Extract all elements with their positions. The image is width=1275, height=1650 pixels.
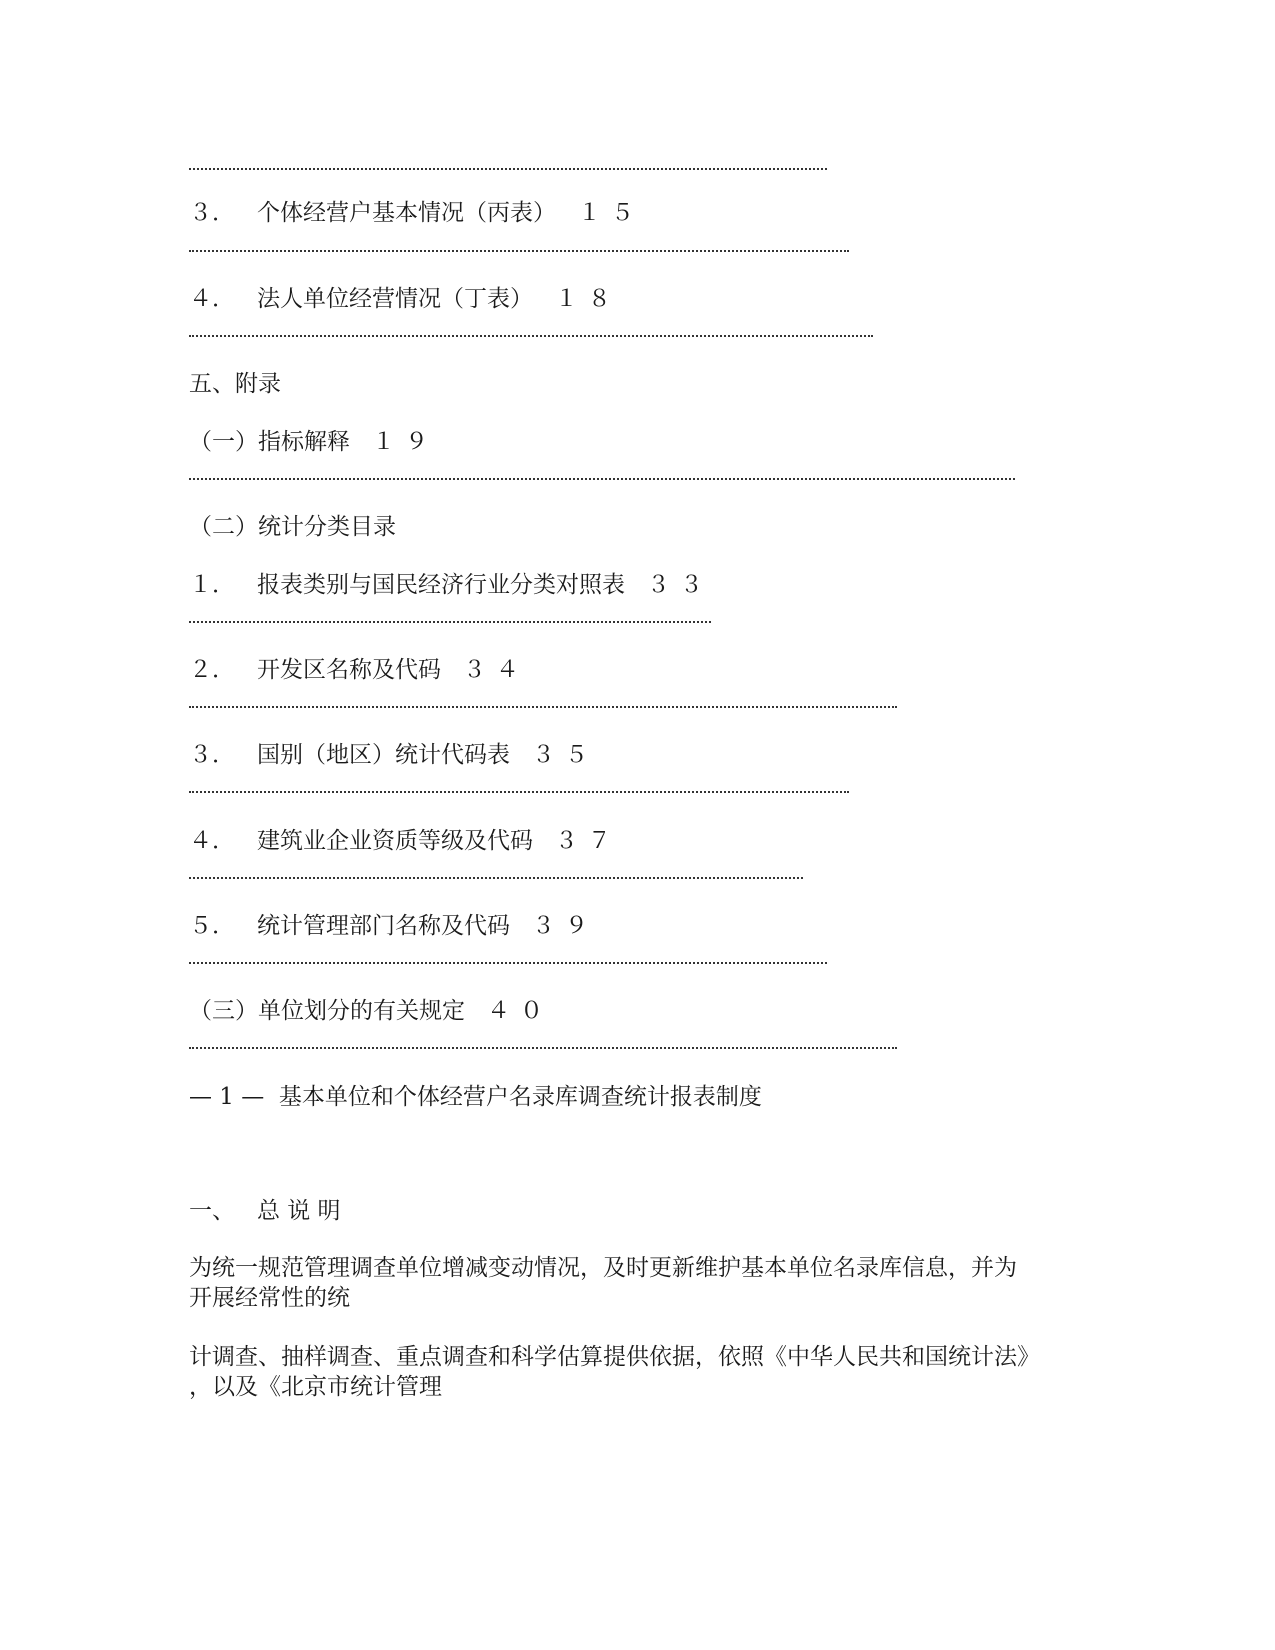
toc-entry[interactable] [189, 826, 621, 856]
dot-leader [189, 162, 827, 170]
dot-leader [189, 871, 803, 879]
toc-entry-number: ３． [189, 742, 235, 768]
toc-entry-title: 统计管理部门名称及代码 [256, 913, 510, 939]
toc-entry-title: 国别（地区）统计代码表 [256, 742, 510, 768]
toc-entry-page: ４０ [486, 998, 553, 1024]
toc-entry-page: ３４ [462, 657, 529, 683]
toc-entry[interactable] [189, 284, 621, 314]
toc-entry-page: ３３ [646, 572, 713, 598]
toc-entry-title: （三）单位划分的有关规定 [189, 998, 465, 1024]
toc-entry-number: ２． [189, 657, 235, 683]
toc-entry[interactable] [189, 996, 553, 1026]
dot-leader [189, 700, 897, 708]
section-title: 总 说 明 [256, 1198, 341, 1224]
body-paragraph-line: ，以及《北京市统计管理 [189, 1374, 442, 1400]
toc-entry-page: １９ [371, 429, 438, 455]
body-paragraph-line: 计调查、抽样调查、重点调查和科学估算提供依据，依照《中华人民共和国统计法》 [189, 1344, 1040, 1370]
toc-entry-number: ４． [189, 286, 235, 312]
dot-leader [189, 244, 849, 252]
dot-leader [189, 329, 873, 337]
toc-entry-number: １． [189, 572, 235, 598]
toc-entry-page: １５ [577, 200, 644, 226]
toc-entry-number: ４． [189, 828, 235, 854]
dot-leader [189, 1041, 897, 1049]
toc-entry[interactable] [189, 911, 598, 941]
toc-entry-page: １８ [554, 286, 621, 312]
dot-leader [189, 472, 1015, 480]
toc-entry-title: （一）指标解释 [189, 429, 350, 455]
toc-entry[interactable] [189, 655, 529, 685]
toc-entry-title: 开发区名称及代码 [256, 657, 441, 683]
section-number: 一、 [189, 1198, 235, 1224]
toc-subsection-heading[interactable]: （二）统计分类目录 [189, 514, 396, 540]
dot-leader [189, 615, 711, 623]
toc-entry-page: ３５ [531, 742, 598, 768]
dot-leader [189, 956, 827, 964]
toc-entry-title: 报表类别与国民经济行业分类对照表 [256, 572, 625, 598]
toc-entry-title: 个体经营户基本情况（丙表） [256, 200, 556, 226]
toc-entry[interactable] [189, 427, 438, 457]
toc-entry-number: ３． [189, 200, 235, 226]
toc-entry-number: ５． [189, 913, 235, 939]
document-title: 基本单位和个体经营户名录库调查统计报表制度 [278, 1084, 762, 1110]
page-footer [189, 1082, 762, 1112]
toc-entry[interactable] [189, 198, 644, 228]
section-heading [189, 1196, 341, 1226]
toc-entry-page: ３７ [554, 828, 621, 854]
toc-entry-page: ３９ [531, 913, 598, 939]
toc-entry-title: 建筑业企业资质等级及代码 [256, 828, 533, 854]
page-number: — 1 — [189, 1084, 265, 1110]
toc-entry[interactable] [189, 740, 598, 770]
toc-section-heading[interactable]: 五、附录 [189, 371, 281, 397]
body-paragraph-line: 为统一规范管理调查单位增减变动情况，及时更新维护基本单位名录库信息，并为 [189, 1255, 1017, 1281]
toc-entry-title: 法人单位经营情况（丁表） [256, 286, 533, 312]
dot-leader [189, 785, 849, 793]
body-paragraph-line: 开展经常性的统 [189, 1285, 350, 1311]
toc-entry[interactable] [189, 570, 713, 600]
